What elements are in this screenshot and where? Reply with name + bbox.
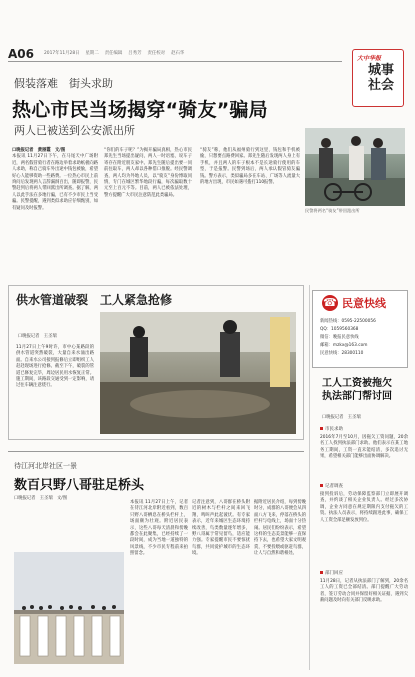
lead-column-1 (12, 148, 98, 212)
section-divider (8, 451, 304, 452)
lead-column-2 (104, 148, 192, 199)
bullet-icon (320, 484, 323, 487)
hotline-title: 民意快线 (342, 297, 386, 310)
hotline-email: 邮箱：mzkx@163.com (320, 343, 368, 348)
bird-story-headline: 数百只野八哥驻足桥头 (14, 478, 145, 493)
lead-byline: 口晚报记者 黄丽霞 文/图 (12, 148, 66, 153)
section-badge (352, 49, 404, 107)
bird-story-photo (14, 552, 124, 664)
weekday-text: 星期二 (85, 51, 99, 56)
water-story-title: 供水管道破裂 工人紧急抢修 (16, 293, 173, 307)
water-story-byline: 口晚报记者 王圣瑞 (18, 334, 57, 339)
bird-column-1: 本报讯 11月27日上午，记者在待江河北岸附近看到，数百只野八哥栖息在桥头栏杆上，场面颇为壮观。附近居民表示，这些八哥每天清晨和傍晚都会在此聚集，已经持续了一段时间，成为当地一道独特的风景线，不少市民专程前来拍照留念。 (130, 500, 188, 557)
lead-column-2-text: “你们的车子呢？”为揭开骗局真相，热心市民郑先生当场提出疑问，两人一时语塞，说车子寄存在附近朋友家中。郑先生随后提出要一同前往取车，两人却以各种借口推脱。经民警调查，两人均为外地人员，以“骑友”身份博取同情，专门在城区繁华地段行骗，每次骗取数十元至上百元不等。目前，两人已被依法处理，警方提醒广大市民注意防范此类骗局。 (104, 148, 192, 198)
side-section-2-label-text: 记者调查 (325, 484, 343, 489)
side-section-3-label-text: 部门回应 (325, 571, 343, 576)
editor-name: 吕秀芳 (128, 51, 142, 56)
bird-story-kicker: 待江河北岸社区一景 (14, 462, 77, 470)
hotline-news: 新闻热线：0595-22500056 (320, 319, 376, 324)
side-section-2-text: 接到投诉后，劳动保障监察部门立即展开调查，并约谈了相关企业负责人。经过多次协调，企业方同意在规定期限内支付拖欠的工资。执法人员表示，将持续跟进此事，确保工人工资全部足额发放到位。 (320, 492, 408, 523)
bullet-icon (320, 571, 323, 574)
header-rule (8, 61, 342, 62)
bird-column-3: 据附近居民介绍，每到傍晚时分，成群的八哥便会从四面八方飞来，停落在桥头的栏杆与电线上，场面十分热闹。居民们纷纷表示，希望这样的生态美景能够一直保持下去，也希望大家文明观赏，不要投喂或驱赶鸟群，让人与自然和谐相处。 (254, 500, 306, 557)
date-line (44, 50, 190, 56)
side-section-3-text: 11月28日，记者从执法部门了解到，20余名工人的工资已全部结清。部门提醒广大劳动者，签订劳动合同并保留好相关证据，遇到欠薪问题及时向有关部门反映求助。 (320, 579, 408, 604)
bullet-icon (320, 427, 323, 430)
water-story-photo (100, 312, 296, 434)
side-section-2-label (320, 483, 343, 489)
water-story-text: 11月27日上午9时许，市中心某路段的供水管道突然破裂，大量自来水涌出路面。自来水公司接到报修后立即组织工人赶赴现场进行抢修。截至下午，破裂的管道已修复完毕，周边居民用水恢复正常。施工期间，该路段交通受到一定影响，请过往车辆注意绕行。 (16, 345, 94, 389)
lead-kicker: 假装落难 街头求助 (14, 77, 113, 90)
lead-headline: 热心市民当场揭穿“骑友”骗局 (12, 99, 268, 121)
side-section-3-label (320, 570, 343, 576)
side-story-byline: 口晚报记者 王圣瑞 (322, 415, 361, 420)
side-section-1-label-text: 市民求助 (325, 427, 343, 432)
lead-photo (305, 128, 405, 206)
bird-story-byline: 口晚报记者 王圣瑞 文/图 (14, 496, 68, 501)
bird-column-2: 记者注意到，八哥群在桥头附近的树木与栏杆之间来回飞翔，鸣叫声此起彼伏。有专家表示，近年来城区生态环境持续改善，鸟类数量逐年增多，野八哥属于常见留鸟，适应能力强。专家提醒市民不要惊扰鸟群，共同爱护城市的生态环境。 (192, 500, 250, 557)
lead-photo-caption: 民警将两名“骑友”带回派出所 (305, 208, 360, 213)
phone-icon: ☎ (323, 296, 337, 309)
date-text: 2017年11月28日 (44, 51, 80, 56)
proofreader-name: 赵石华 (171, 51, 185, 56)
brand-logo-text: 大中华报 (357, 55, 382, 62)
side-story-headline: 工人工资被拖欠 执法部门帮讨回 (322, 378, 402, 402)
lead-column-3-text: “骑友”称，他们从福州骑行到这里，钱包和手机被偷，只想要点路费回家。郑先生随后发现两人身上有手机，并且两人的车子根本不是长途骑行使用的车型，于是报警。民警到场后，两人承认假冒骑友骗钱。警方表示，类似骗局多在车站、广场等人流量大的地方出现，市民如遇可拨打110报警。 (200, 148, 300, 186)
page-number: A06 (8, 47, 34, 61)
side-section-1-text: 2016年7月至10月，因拖欠工资问题，20余名工人找到执法部门求助。他们表示在某工地务工期间，工资一直未能结清，多次追讨无果，希望相关部门能够出面协调解决。 (320, 435, 408, 460)
lead-subhead: 两人已被送到公安派出所 (14, 124, 135, 137)
editor-label: 责任编辑 (104, 51, 123, 56)
hotline-qq: QQ：1059560368 (320, 327, 359, 332)
hotline-number: 民意快线：28300110 (320, 351, 364, 356)
section-title: 城事社会 (367, 63, 394, 93)
column-divider (309, 285, 310, 670)
proofreader-label: 责任校对 (147, 51, 166, 56)
lead-column-1-text: 本报讯 11月27日下午，在马尾天中广场附近，两名假冒骑行者在路边举着求助纸板向路人求助，称自己骑车外出途中钱包被偷，希望好心人能够资助一些路费。一位热心市民上前询问后发现两人言辞漏洞百出，随即报警，民警赶到后将两人带回派出所调查。据了解，两人以此手法在多地行骗，已有不少市民上当受骗。民警提醒，遇到类似求助应仔细甄别，如有疑问及时报警。 (12, 154, 98, 211)
hotline-wechat: 微信：晚报民意快线 (320, 335, 359, 340)
side-section-1-label (320, 426, 343, 432)
lead-column-3 (200, 148, 300, 186)
